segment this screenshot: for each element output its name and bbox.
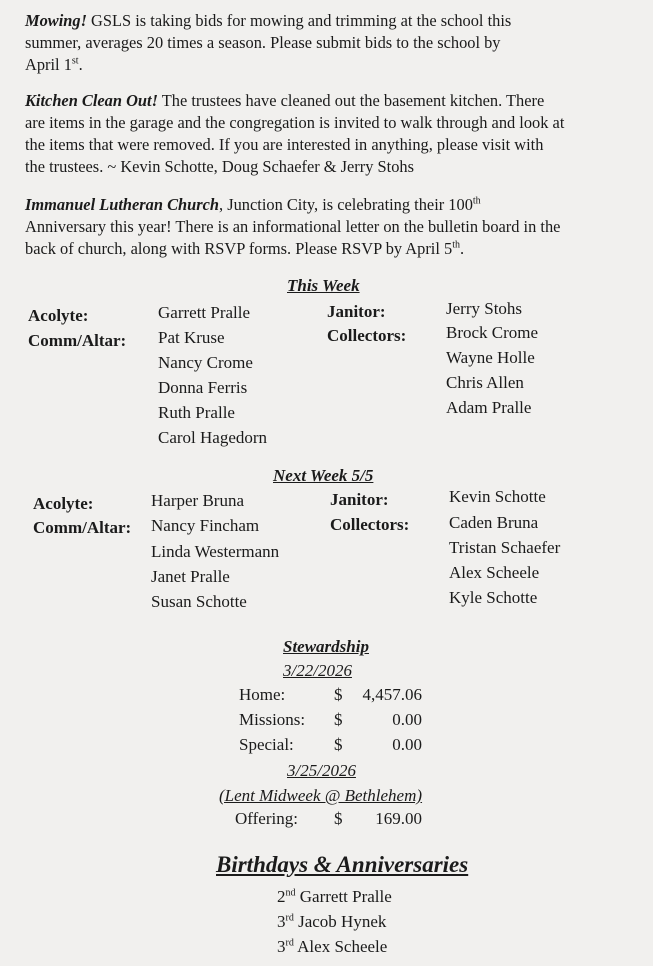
- next-week-comm-label: Comm/Altar:: [33, 518, 132, 537]
- anniversary-line-1: , Junction City, is celebrating their 100: [219, 195, 473, 214]
- this-week-comm-name: Pat Kruse: [158, 328, 225, 347]
- stewardship-offering-label: Offering:: [235, 809, 298, 828]
- this-week-acolyte-label: Acolyte:: [28, 306, 89, 325]
- next-week-heading: Next Week 5/5: [273, 466, 374, 485]
- stewardship-lent-note: (Lent Midweek @ Bethlehem): [219, 786, 423, 805]
- anniversary-lead: Immanuel Lutheran Church: [25, 195, 220, 214]
- anniversary-line-1-sup: th: [472, 195, 481, 207]
- stewardship-missions-label: Missions:: [239, 710, 306, 729]
- birthday-item: [277, 912, 386, 932]
- next-week-collector-name: Kyle Schotte: [449, 588, 538, 607]
- this-week-acolyte-name: Garrett Pralle: [158, 303, 251, 322]
- next-week-comm-name: Janet Pralle: [151, 567, 230, 586]
- this-week-collector-name: Wayne Holle: [446, 348, 535, 367]
- mowing-line-3-end: .: [78, 55, 83, 74]
- next-week-comm-name: Susan Schotte: [151, 592, 247, 611]
- stewardship-offering-amount: 169.00: [375, 809, 422, 828]
- this-week-comm-list: [158, 325, 267, 450]
- birthday-name: Jacob Hynek: [298, 912, 387, 931]
- birthday-day: 3: [277, 912, 286, 931]
- this-week-collector-name: Brock Crome: [446, 323, 539, 342]
- this-week-heading: This Week: [287, 276, 360, 295]
- birthday-day: 3: [277, 937, 286, 956]
- anniversary-line-3-end: .: [459, 239, 465, 258]
- stewardship-special-label: Special:: [239, 735, 294, 754]
- kitchen-line-2: are items in the garage and the congregation is invited to walk through and look at: [25, 113, 565, 132]
- stewardship-heading: Stewardship: [283, 637, 369, 656]
- mowing-line-2: summer, averages 20 times a season. Please submit bids to the school by: [25, 33, 501, 52]
- mowing-lead: Mowing!: [25, 11, 87, 30]
- stewardship-missions-amount: 0.00: [392, 710, 422, 729]
- stewardship-offering-currency: $: [334, 809, 343, 828]
- stewardship-home-amount: 4,457.06: [362, 685, 422, 704]
- mowing-line-3-sup: st: [71, 55, 79, 67]
- kitchen-lead: Kitchen Clean Out!: [25, 91, 158, 110]
- next-week-janitor-name: Kevin Schotte: [449, 487, 546, 506]
- birthday-day-suffix: rd: [285, 937, 294, 949]
- this-week-collectors-label: Collectors:: [327, 326, 407, 345]
- this-week-janitor-label: Janitor:: [327, 302, 386, 321]
- stewardship-special-amount: 0.00: [392, 735, 422, 754]
- this-week-collector-name: Chris Allen: [446, 373, 524, 392]
- birthday-name: Garrett Pralle: [299, 887, 392, 906]
- birthdays-heading: Birthdays & Anniversaries: [216, 852, 469, 877]
- stewardship-special-currency: $: [334, 735, 343, 754]
- mowing-line-1: GSLS is taking bids for mowing and trimming at the school this: [86, 11, 512, 30]
- birthday-day-suffix: rd: [285, 912, 294, 924]
- birthday-name: Alex Scheele: [297, 937, 388, 956]
- next-week-comm-name: Linda Westermann: [151, 542, 280, 561]
- this-week-comm-name: Donna Ferris: [158, 378, 248, 397]
- this-week-comm-name: Nancy Crome: [158, 353, 253, 372]
- anniversary-announcement: [25, 194, 630, 260]
- stewardship-home-label: Home:: [239, 685, 286, 704]
- kitchen-line-4: the trustees. ~ Kevin Schotte, Doug Schaefer & Jerry Stohs: [25, 157, 414, 176]
- mowing-announcement: [25, 10, 630, 76]
- this-week-collectors-list: [446, 320, 538, 420]
- stewardship-date-2: 3/25/2026: [287, 761, 356, 780]
- stewardship-home-currency: $: [334, 685, 343, 704]
- kitchen-line-1: The trustees have cleaned out the basement kitchen. There: [157, 91, 545, 110]
- next-week-acolyte-name: Harper Bruna: [151, 491, 244, 510]
- next-week-collectors-list: [449, 510, 560, 610]
- anniversary-line-3-sup: th: [452, 239, 460, 251]
- next-week-collector-name: Caden Bruna: [449, 513, 539, 532]
- birthday-item: [277, 937, 387, 957]
- this-week-janitor-name: Jerry Stohs: [446, 299, 523, 318]
- next-week-comm-list: [151, 539, 279, 614]
- kitchen-line-3: the items that were removed. If you are interested in anything, please visit with: [25, 135, 544, 154]
- this-week-comm-name: Ruth Pralle: [158, 403, 235, 422]
- birthday-day: 2: [277, 887, 286, 906]
- next-week-collectors-label: Collectors:: [330, 515, 410, 534]
- birthday-item: [277, 887, 392, 907]
- stewardship-missions-currency: $: [334, 710, 343, 729]
- kitchen-announcement: [25, 90, 630, 178]
- anniversary-line-2: Anniversary this year! There is an informational letter on the bulletin board in the: [25, 217, 561, 236]
- this-week-comm-label: Comm/Altar:: [28, 331, 127, 350]
- this-week-comm-name: Carol Hagedorn: [158, 428, 268, 447]
- birthday-day-suffix: nd: [285, 887, 296, 899]
- mowing-line-3: April 1: [25, 55, 72, 74]
- stewardship-date-1: 3/22/2026: [283, 661, 352, 680]
- next-week-collector-name: Tristan Schaefer: [449, 538, 561, 557]
- this-week-collector-name: Adam Pralle: [446, 398, 532, 417]
- next-week-janitor-label: Janitor:: [330, 490, 389, 509]
- next-week-acolyte-label: Acolyte:: [33, 494, 94, 513]
- next-week-comm-name: Nancy Fincham: [151, 516, 260, 535]
- next-week-collector-name: Alex Scheele: [449, 563, 540, 582]
- anniversary-line-3: back of church, along with RSVP forms. Please RSVP by April 5: [25, 239, 453, 258]
